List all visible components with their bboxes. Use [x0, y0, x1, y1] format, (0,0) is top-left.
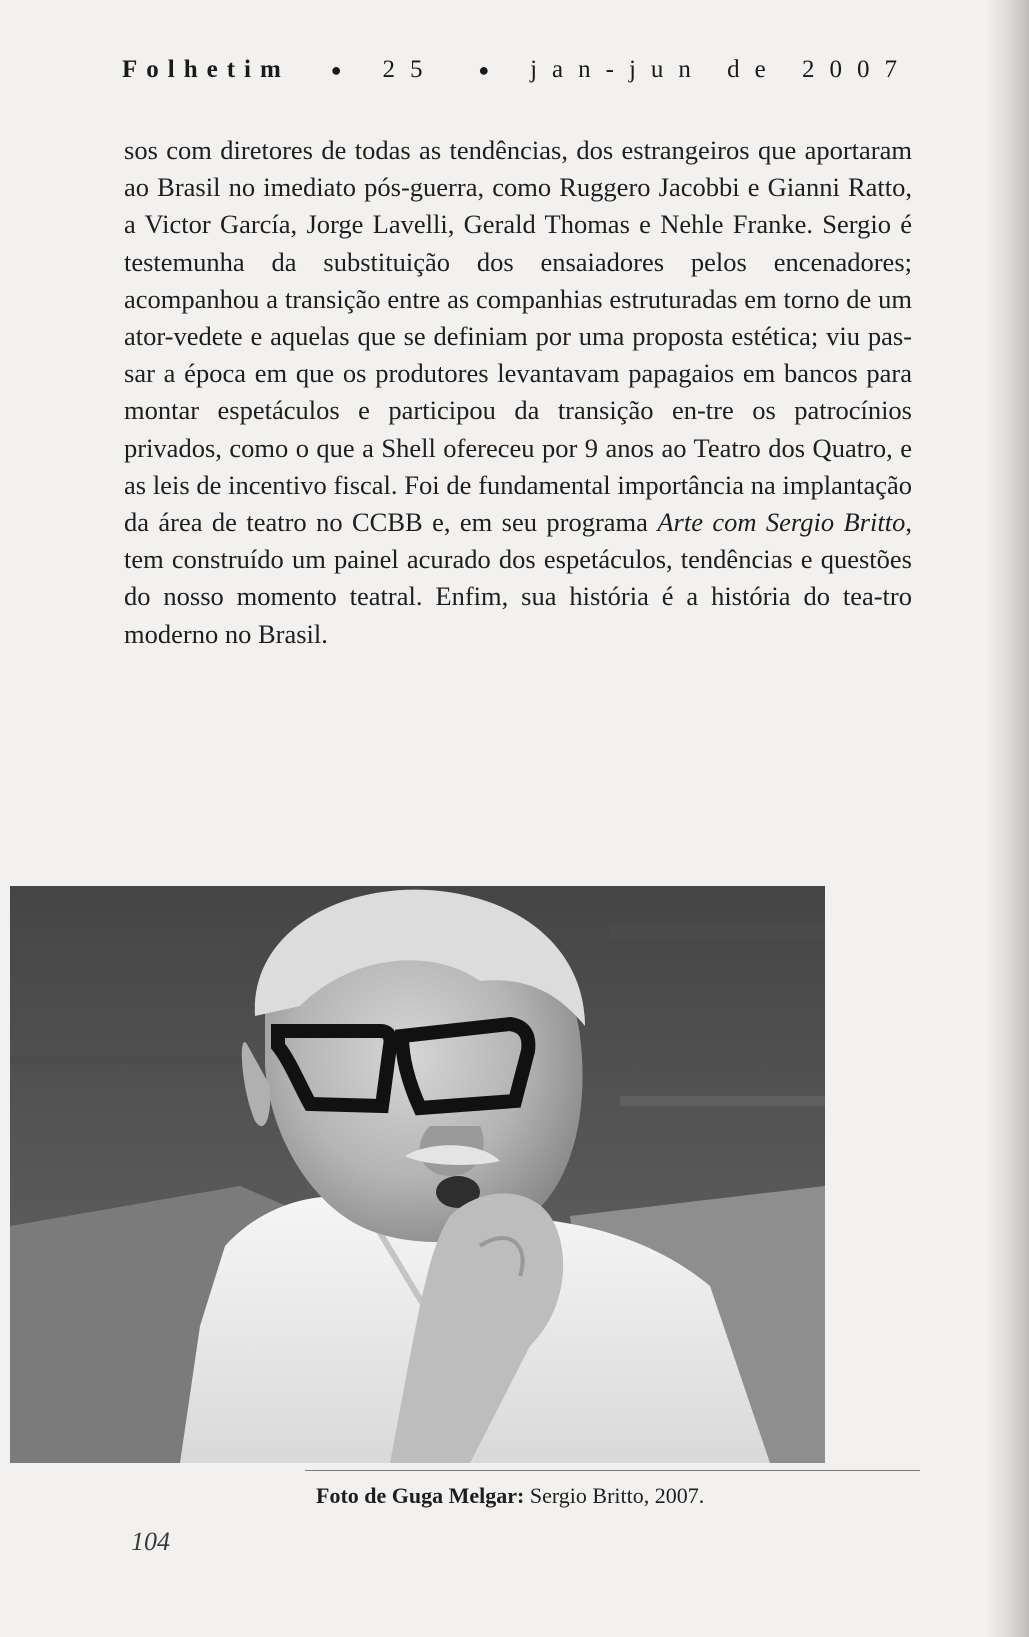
- body-paragraph: [124, 132, 912, 653]
- issue-number: 25: [382, 56, 438, 83]
- body-text-part: , tem construído um painel acurado dos espetáculos, tendências e questões do nosso momento teatral. Enfim, sua história é a história do tea-tro moderno no Brasil.: [124, 507, 912, 649]
- portrait-photo: [10, 886, 825, 1463]
- running-header: [122, 50, 912, 90]
- binding-shadow: [987, 0, 1029, 1637]
- issue-date: jan-jun de 2007: [530, 56, 912, 83]
- photo-credit: Foto de Guga Melgar:: [316, 1483, 525, 1508]
- bullet-separator: ●: [330, 59, 342, 80]
- photo-caption: [316, 1483, 704, 1509]
- portrait-illustration: [10, 886, 825, 1463]
- caption-text: Sergio Britto, 2007.: [529, 1483, 705, 1508]
- page-number: 104: [131, 1527, 170, 1556]
- journal-title: Folhetim: [122, 56, 290, 83]
- program-title: Arte com Sergio Britto: [657, 507, 906, 538]
- bullet-separator: ●: [478, 59, 490, 80]
- caption-divider: [305, 1470, 920, 1471]
- body-text-part: sos com diretores de todas as tendências, dos estrangeiros que aportaram ao Brasil no imediato pós-guerra, como Ruggero Jacobbi e Gianni Ratto, a Victor García, Jorge Lavelli, Gerald Thomas e Nehle Franke. Sergio é testemunha da substituição dos ensaiadores pelos encenadores; acompanhou a transição entre as companhias estruturadas em torno de um ator-vedete e aquelas que se definiam por uma proposta estética; viu pas-sar a época em que os produtores levantavam papagaios em bancos para montar espetáculos e participou da transição en-tre os patrocínios privados, como o que a Shell ofereceu por 9 anos ao Teatro dos Quatro, e as leis de incentivo fiscal. Foi de fundamental importância na implantação da área de teatro no CCBB e, em seu programa: [124, 135, 912, 538]
